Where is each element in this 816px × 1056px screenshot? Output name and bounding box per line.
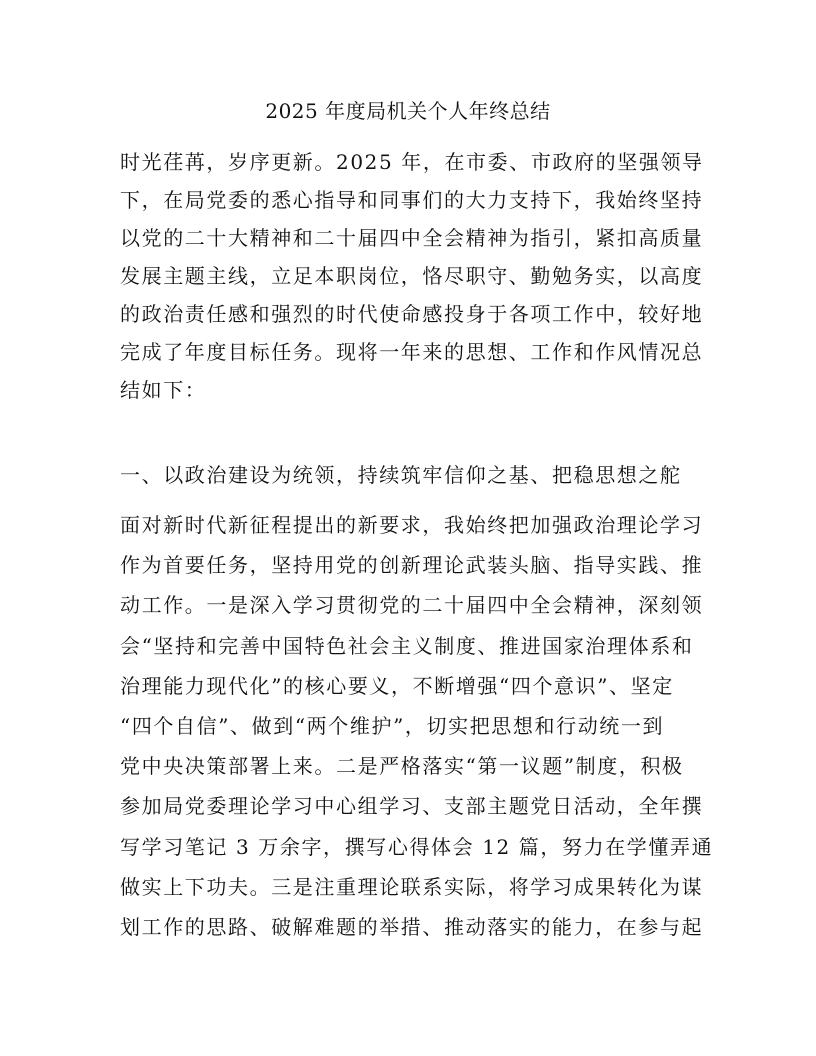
paragraph-line: 发展主题主线，立足本职岗位，恪尽职守、勤勉务实，以高度: [120, 264, 704, 288]
paragraph-line: 时光荏苒，岁序更新。2025 年，在市委、市政府的坚强领导: [120, 150, 704, 174]
paragraph-line: 做实上下功夫。三是注重理论联系实际，将学习成果转化为谋: [120, 874, 704, 899]
paragraph-line: 以党的二十大精神和二十届四中全会精神为指引，紧扣高质量: [120, 226, 704, 250]
paragraph-line: 会“坚持和完善中国特色社会主义制度、推进国家治理体系和: [120, 633, 694, 658]
paragraph-line: 写学习笔记 3 万余字，撰写心得体会 12 篇，努力在学懂弄通: [120, 834, 714, 859]
intro-paragraph: [120, 143, 704, 409]
paragraph-line: 治理能力现代化”的核心要义，不断增强“四个意识”、坚定: [120, 673, 674, 698]
paragraph-line: 作为首要任务，坚持用党的创新理论武装头脑、指导实践、推: [120, 553, 704, 578]
paragraph-line: 结如下：: [120, 378, 207, 402]
paragraph-line: 划工作的思路、破解难题的举措、推动落实的能力，在参与起: [120, 914, 704, 939]
paragraph-line: “四个自信”、做到“两个维护”，切实把思想和行动统一到: [120, 713, 665, 738]
paragraph-line: 的政治责任感和强烈的时代使命感投身于各项工作中，较好地: [120, 302, 704, 326]
section-paragraph: [120, 505, 714, 947]
section-heading: [120, 456, 700, 494]
paragraph-line: 面对新时代新征程提出的新要求，我始终把加强政治理论学习: [120, 513, 704, 537]
paragraph-line: 党中央决策部署上来。二是严格落实“第一议题”制度，积极: [120, 754, 684, 779]
paragraph-line: 参加局党委理论学习中心组学习、支部主题党日活动，全年撰: [120, 794, 704, 819]
section-heading-text: 一、以政治建设为统领，持续筑牢信仰之基、把稳思想之舵: [120, 463, 682, 487]
paragraph-line: 完成了年度目标任务。现将一年来的思想、工作和作风情况总: [120, 340, 704, 364]
paragraph-line: 动工作。一是深入学习贯彻党的二十届四中全会精神，深刻领: [120, 593, 704, 618]
paragraph-line: 下，在局党委的悉心指导和同事们的大力支持下，我始终坚持: [120, 188, 704, 212]
document-title: 2025 年度局机关个人年终总结: [265, 99, 551, 123]
